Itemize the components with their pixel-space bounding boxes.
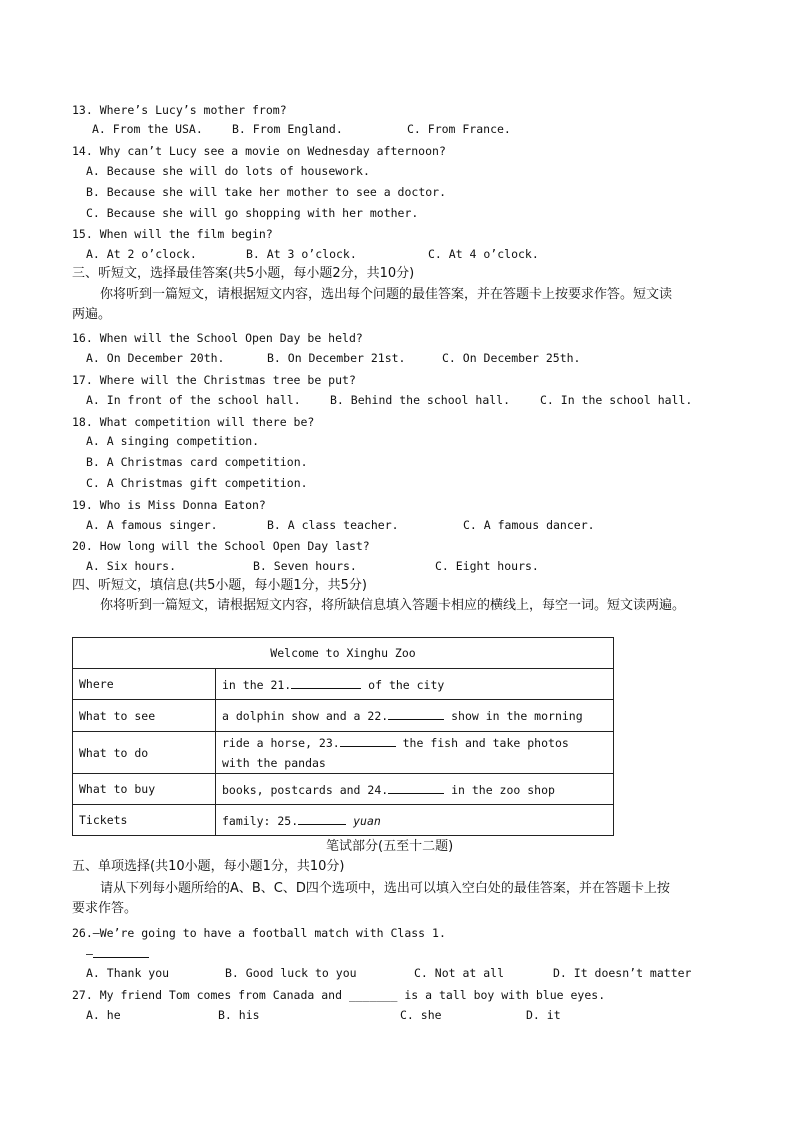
- q20-option-a: A. Six hours.: [86, 559, 177, 573]
- zoo-info-table: [72, 637, 614, 836]
- q19-option-a: A. A famous singer.: [86, 518, 218, 532]
- section4-instruction: 你将听到一篇短文，请根据短文内容，将所缺信息填入答题卡相应的横线上，每空一词。短文读两遍。: [100, 598, 686, 613]
- question-26: 26.—We’re going to have a football match with Class 1.: [72, 926, 446, 940]
- blank-22[interactable]: [388, 708, 444, 720]
- q17-option-a: A. In front of the school hall.: [86, 393, 301, 407]
- row-value-see: a dolphin show and a 22. show in the morning: [216, 700, 614, 732]
- row-value-do: ride a horse, 23. the fish and take photos with the pandas: [216, 732, 614, 774]
- q18-option-b: B. A Christmas card competition.: [86, 455, 308, 469]
- question-15: 15. When will the film begin?: [72, 227, 273, 241]
- question-17: 17. Where will the Christmas tree be put?: [72, 373, 356, 387]
- q27-option-d: D. it: [526, 1008, 561, 1022]
- q26-option-a: A. Thank you: [86, 966, 170, 980]
- section3-heading: 三、听短文，选择最佳答案(共5小题，每小题2分，共10分): [72, 266, 415, 281]
- q17-option-c: C. In the school hall.: [540, 393, 693, 407]
- question-16: 16. When will the School Open Day be held?: [72, 331, 363, 345]
- blank-25[interactable]: [298, 813, 346, 825]
- q17-option-b: B. Behind the school hall.: [330, 393, 511, 407]
- question-27: 27. My friend Tom comes from Canada and _______ is a tall boy with blue eyes.: [72, 988, 606, 1002]
- q19-option-c: C. A famous dancer.: [463, 518, 595, 532]
- q26-option-b: B. Good luck to you: [225, 966, 357, 980]
- row-label-tickets: Tickets: [73, 805, 216, 836]
- row-label-do: What to do: [73, 732, 216, 774]
- table-row: [73, 805, 614, 836]
- q16-option-b: B. On December 21st.: [267, 351, 406, 365]
- q14-option-a: A. Because she will do lots of housework.: [86, 164, 370, 178]
- q26-option-c: C. Not at all: [414, 966, 505, 980]
- section3-instruction-line2: 两遍。: [72, 307, 112, 322]
- q13-option-a: A. From the USA.: [92, 122, 203, 136]
- q13-option-c: C. From France.: [407, 122, 511, 136]
- q18-option-a: A. A singing competition.: [86, 434, 260, 448]
- question-13: 13. Where’s Lucy’s mother from?: [72, 103, 287, 117]
- section5-instruction-line1: 请从下列每小题所给的A、B、C、D四个选项中，选出可以填入空白处的最佳答案，并在答题卡上按: [100, 881, 670, 896]
- q14-option-c: C. Because she will go shopping with her mother.: [86, 206, 419, 220]
- q14-option-b: B. Because she will take her mother to see a doctor.: [86, 185, 447, 199]
- written-part-heading: 笔试部分(五至十二题): [326, 839, 454, 854]
- section4-heading: 四、听短文，填信息(共5小题，每小题1分，共5分): [72, 578, 367, 593]
- q18-option-c: C. A Christmas gift competition.: [86, 476, 308, 490]
- question-18: 18. What competition will there be?: [72, 415, 315, 429]
- q19-option-b: B. A class teacher.: [267, 518, 399, 532]
- table-row: [73, 774, 614, 805]
- blank-23[interactable]: [340, 735, 396, 747]
- row-value-tickets: family: 25. yuan: [216, 805, 614, 836]
- table-row: [73, 669, 614, 700]
- q26-option-d: D. It doesn’t matter: [553, 966, 692, 980]
- q27-option-b: B. his: [218, 1008, 260, 1022]
- row-value-buy: books, postcards and 24. in the zoo shop: [216, 774, 614, 805]
- table-row: [73, 700, 614, 732]
- section5-instruction-line2: 要求作答。: [72, 901, 138, 916]
- row-label-see: What to see: [73, 700, 216, 732]
- row-label-where: Where: [73, 669, 216, 700]
- row-value-where: in the 21. of the city: [216, 669, 614, 700]
- q27-option-c: C. she: [400, 1008, 442, 1022]
- q16-option-c: C. On December 25th.: [442, 351, 581, 365]
- q20-option-c: C. Eight hours.: [435, 559, 539, 573]
- q26-reply: —: [86, 945, 149, 963]
- question-19: 19. Who is Miss Donna Eaton?: [72, 498, 266, 512]
- blank-26[interactable]: [93, 946, 149, 958]
- q15-option-c: C. At 4 o’clock.: [428, 247, 539, 261]
- section5-heading: 五、单项选择(共10小题，每小题1分，共10分): [72, 859, 345, 874]
- table-title: Welcome to Xinghu Zoo: [73, 638, 614, 669]
- question-20: 20. How long will the School Open Day last?: [72, 539, 370, 553]
- q27-option-a: A. he: [86, 1008, 121, 1022]
- table-row: [73, 732, 614, 774]
- q15-option-b: B. At 3 o’clock.: [246, 247, 357, 261]
- q13-option-b: B. From England.: [232, 122, 343, 136]
- row-label-buy: What to buy: [73, 774, 216, 805]
- question-14: 14. Why can’t Lucy see a movie on Wednesday afternoon?: [72, 144, 446, 158]
- q20-option-b: B. Seven hours.: [253, 559, 357, 573]
- q16-option-a: A. On December 20th.: [86, 351, 225, 365]
- blank-24[interactable]: [388, 782, 444, 794]
- section3-instruction-line1: 你将听到一篇短文，请根据短文内容，选出每个问题的最佳答案，并在答题卡上按要求作答。短文读: [100, 287, 673, 302]
- blank-21[interactable]: [291, 677, 361, 689]
- q15-option-a: A. At 2 o’clock.: [86, 247, 197, 261]
